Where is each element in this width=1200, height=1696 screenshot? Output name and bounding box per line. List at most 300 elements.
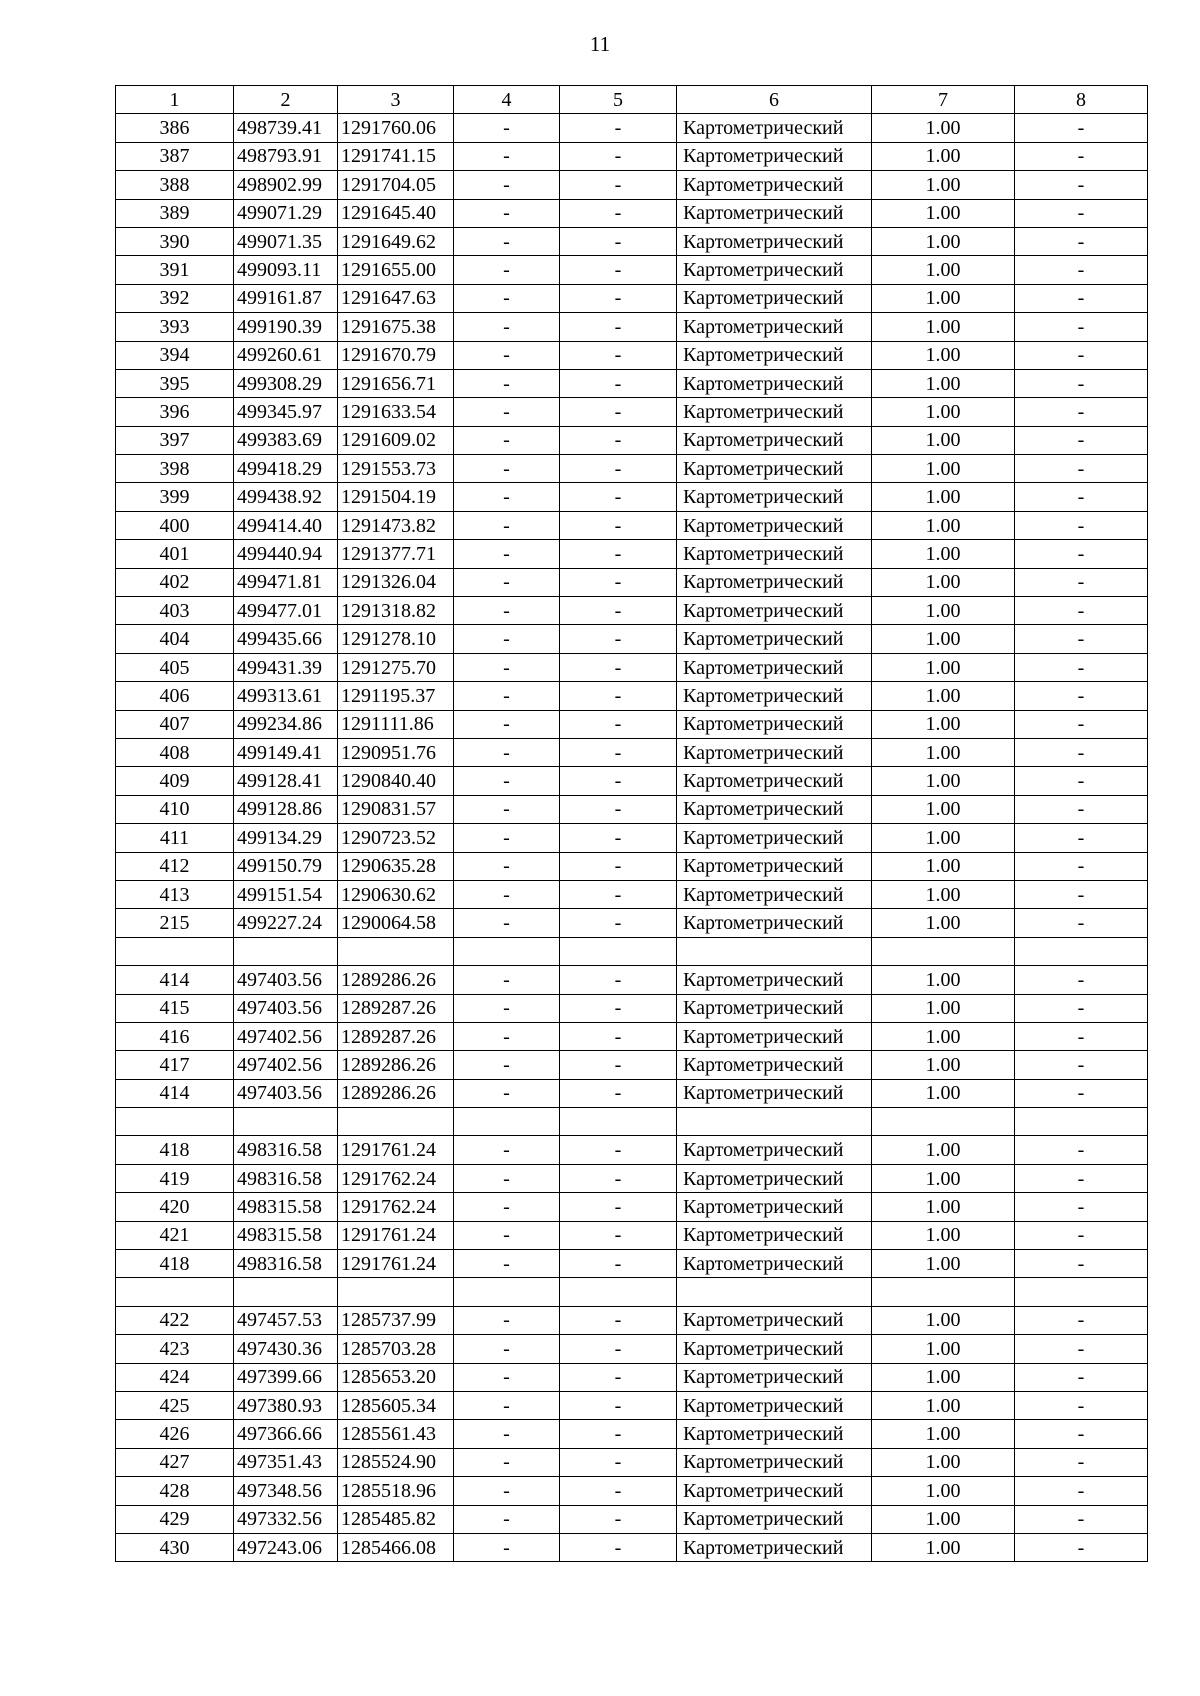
- y-coordinate-cell: 1290635.28: [338, 852, 454, 880]
- col-8-cell: -: [1015, 171, 1148, 199]
- col-4-cell: -: [454, 398, 560, 426]
- col-8-cell: -: [1015, 909, 1148, 937]
- col-4-cell: -: [454, 625, 560, 653]
- table-row: [116, 1335, 1148, 1363]
- y-coordinate-cell: 1285653.20: [338, 1363, 454, 1391]
- col-5-cell: -: [560, 455, 677, 483]
- col-5-cell: -: [560, 1477, 677, 1505]
- x-coordinate-cell: 499383.69: [234, 426, 338, 454]
- table-row: [116, 1306, 1148, 1334]
- header-cell-7: 7: [872, 86, 1015, 114]
- y-coordinate-cell: 1291762.24: [338, 1164, 454, 1192]
- method-cell: Картометрический: [677, 256, 872, 284]
- table-row: [116, 1022, 1148, 1050]
- y-coordinate-cell: 1291195.37: [338, 682, 454, 710]
- y-coordinate-cell: 1290064.58: [338, 909, 454, 937]
- col-8-cell: -: [1015, 1391, 1148, 1419]
- method-cell: Картометрический: [677, 738, 872, 766]
- col-5-cell: -: [560, 653, 677, 681]
- point-number-cell: 389: [116, 199, 234, 227]
- accuracy-cell: 1.00: [872, 1363, 1015, 1391]
- col-4-cell: -: [454, 1391, 560, 1419]
- point-number-cell: 215: [116, 909, 234, 937]
- accuracy-cell: 1.00: [872, 1391, 1015, 1419]
- y-coordinate-cell: 1291675.38: [338, 313, 454, 341]
- point-number-cell: [116, 1278, 234, 1306]
- method-cell: [677, 1278, 872, 1306]
- point-number-cell: 418: [116, 1136, 234, 1164]
- table-row: [116, 824, 1148, 852]
- accuracy-cell: 1.00: [872, 767, 1015, 795]
- x-coordinate-cell: 499440.94: [234, 540, 338, 568]
- method-cell: Картометрический: [677, 455, 872, 483]
- col-4-cell: -: [454, 369, 560, 397]
- col-8-cell: -: [1015, 1505, 1148, 1533]
- y-coordinate-cell: 1285518.96: [338, 1477, 454, 1505]
- y-coordinate-cell: 1285524.90: [338, 1448, 454, 1476]
- y-coordinate-cell: 1291761.24: [338, 1221, 454, 1249]
- y-coordinate-cell: 1289286.26: [338, 1051, 454, 1079]
- col-5-cell: -: [560, 880, 677, 908]
- x-coordinate-cell: 498316.58: [234, 1250, 338, 1278]
- accuracy-cell: 1.00: [872, 625, 1015, 653]
- x-coordinate-cell: 499414.40: [234, 511, 338, 539]
- y-coordinate-cell: 1291655.00: [338, 256, 454, 284]
- x-coordinate-cell: 499128.86: [234, 795, 338, 823]
- point-number-cell: 392: [116, 284, 234, 312]
- table-row: [116, 880, 1148, 908]
- accuracy-cell: 1.00: [872, 568, 1015, 596]
- col-5-cell: -: [560, 710, 677, 738]
- table-row: [116, 1477, 1148, 1505]
- method-cell: Картометрический: [677, 1363, 872, 1391]
- col-8-cell: -: [1015, 199, 1148, 227]
- col-5-cell: [560, 1108, 677, 1136]
- method-cell: Картометрический: [677, 1051, 872, 1079]
- method-cell: Картометрический: [677, 426, 872, 454]
- y-coordinate-cell: 1291649.62: [338, 227, 454, 255]
- y-coordinate-cell: 1285485.82: [338, 1505, 454, 1533]
- y-coordinate-cell: 1289286.26: [338, 966, 454, 994]
- point-number-cell: 408: [116, 738, 234, 766]
- table-row: [116, 1420, 1148, 1448]
- method-cell: Картометрический: [677, 142, 872, 170]
- col-4-cell: -: [454, 227, 560, 255]
- accuracy-cell: 1.00: [872, 1164, 1015, 1192]
- table-row: [116, 114, 1148, 142]
- col-8-cell: -: [1015, 1306, 1148, 1334]
- table-row: [116, 597, 1148, 625]
- y-coordinate-cell: 1290831.57: [338, 795, 454, 823]
- col-5-cell: -: [560, 1306, 677, 1334]
- x-coordinate-cell: [234, 937, 338, 965]
- col-8-cell: -: [1015, 682, 1148, 710]
- table-row: [116, 227, 1148, 255]
- method-cell: Картометрический: [677, 398, 872, 426]
- col-8-cell: -: [1015, 1250, 1148, 1278]
- method-cell: Картометрический: [677, 1250, 872, 1278]
- col-5-cell: -: [560, 199, 677, 227]
- col-5-cell: -: [560, 227, 677, 255]
- table-row: [116, 710, 1148, 738]
- col-5-cell: -: [560, 824, 677, 852]
- col-4-cell: -: [454, 994, 560, 1022]
- col-5-cell: -: [560, 1193, 677, 1221]
- col-5-cell: -: [560, 369, 677, 397]
- point-number-cell: 395: [116, 369, 234, 397]
- col-4-cell: -: [454, 1221, 560, 1249]
- accuracy-cell: 1.00: [872, 710, 1015, 738]
- x-coordinate-cell: 497243.06: [234, 1533, 338, 1561]
- method-cell: Картометрический: [677, 568, 872, 596]
- accuracy-cell: 1.00: [872, 540, 1015, 568]
- x-coordinate-cell: 497399.66: [234, 1363, 338, 1391]
- col-4-cell: -: [454, 1164, 560, 1192]
- col-4-cell: -: [454, 171, 560, 199]
- col-8-cell: -: [1015, 540, 1148, 568]
- header-cell-6: 6: [677, 86, 872, 114]
- method-cell: Картометрический: [677, 1533, 872, 1561]
- col-5-cell: -: [560, 852, 677, 880]
- method-cell: Картометрический: [677, 1221, 872, 1249]
- x-coordinate-cell: 498315.58: [234, 1221, 338, 1249]
- col-8-cell: -: [1015, 256, 1148, 284]
- accuracy-cell: 1.00: [872, 795, 1015, 823]
- accuracy-cell: [872, 1108, 1015, 1136]
- table-row: [116, 341, 1148, 369]
- x-coordinate-cell: 497332.56: [234, 1505, 338, 1533]
- table-row: [116, 483, 1148, 511]
- col-8-cell: -: [1015, 227, 1148, 255]
- accuracy-cell: 1.00: [872, 199, 1015, 227]
- method-cell: Картометрический: [677, 369, 872, 397]
- header-cell-8: 8: [1015, 86, 1148, 114]
- table-row: [116, 256, 1148, 284]
- point-number-cell: 424: [116, 1363, 234, 1391]
- x-coordinate-cell: 499313.61: [234, 682, 338, 710]
- method-cell: Картометрический: [677, 994, 872, 1022]
- x-coordinate-cell: 499234.86: [234, 710, 338, 738]
- accuracy-cell: 1.00: [872, 114, 1015, 142]
- x-coordinate-cell: 498316.58: [234, 1136, 338, 1164]
- col-4-cell: -: [454, 540, 560, 568]
- point-number-cell: 386: [116, 114, 234, 142]
- point-number-cell: 394: [116, 341, 234, 369]
- x-coordinate-cell: 499471.81: [234, 568, 338, 596]
- accuracy-cell: 1.00: [872, 738, 1015, 766]
- separator-row: [116, 1108, 1148, 1136]
- y-coordinate-cell: 1289286.26: [338, 1079, 454, 1107]
- method-cell: Картометрический: [677, 1477, 872, 1505]
- point-number-cell: 404: [116, 625, 234, 653]
- col-5-cell: -: [560, 767, 677, 795]
- x-coordinate-cell: 499190.39: [234, 313, 338, 341]
- point-number-cell: 397: [116, 426, 234, 454]
- accuracy-cell: 1.00: [872, 852, 1015, 880]
- col-5-cell: -: [560, 142, 677, 170]
- accuracy-cell: 1.00: [872, 653, 1015, 681]
- accuracy-cell: 1.00: [872, 426, 1015, 454]
- col-5-cell: -: [560, 483, 677, 511]
- col-4-cell: -: [454, 568, 560, 596]
- point-number-cell: 406: [116, 682, 234, 710]
- x-coordinate-cell: [234, 1108, 338, 1136]
- col-8-cell: -: [1015, 1477, 1148, 1505]
- x-coordinate-cell: 498316.58: [234, 1164, 338, 1192]
- accuracy-cell: 1.00: [872, 1533, 1015, 1561]
- x-coordinate-cell: 499134.29: [234, 824, 338, 852]
- method-cell: Картометрический: [677, 199, 872, 227]
- col-8-cell: -: [1015, 483, 1148, 511]
- y-coordinate-cell: 1291704.05: [338, 171, 454, 199]
- col-5-cell: -: [560, 1335, 677, 1363]
- accuracy-cell: [872, 1278, 1015, 1306]
- point-number-cell: 426: [116, 1420, 234, 1448]
- y-coordinate-cell: [338, 937, 454, 965]
- col-5-cell: -: [560, 398, 677, 426]
- col-8-cell: -: [1015, 568, 1148, 596]
- col-5-cell: -: [560, 1079, 677, 1107]
- accuracy-cell: 1.00: [872, 966, 1015, 994]
- y-coordinate-cell: [338, 1278, 454, 1306]
- y-coordinate-cell: 1291647.63: [338, 284, 454, 312]
- x-coordinate-cell: 499093.11: [234, 256, 338, 284]
- col-8-cell: -: [1015, 1193, 1148, 1221]
- method-cell: Картометрический: [677, 540, 872, 568]
- col-5-cell: -: [560, 625, 677, 653]
- table-row: [116, 909, 1148, 937]
- point-number-cell: 410: [116, 795, 234, 823]
- point-number-cell: 403: [116, 597, 234, 625]
- accuracy-cell: 1.00: [872, 1221, 1015, 1249]
- point-number-cell: 390: [116, 227, 234, 255]
- col-8-cell: -: [1015, 880, 1148, 908]
- separator-row: [116, 937, 1148, 965]
- method-cell: [677, 1108, 872, 1136]
- col-4-cell: -: [454, 597, 560, 625]
- col-4-cell: -: [454, 426, 560, 454]
- point-number-cell: 393: [116, 313, 234, 341]
- method-cell: Картометрический: [677, 1193, 872, 1221]
- table-row: [116, 1193, 1148, 1221]
- col-4-cell: -: [454, 1420, 560, 1448]
- col-5-cell: -: [560, 1420, 677, 1448]
- col-4-cell: -: [454, 767, 560, 795]
- x-coordinate-cell: 499071.29: [234, 199, 338, 227]
- x-coordinate-cell: 499071.35: [234, 227, 338, 255]
- col-5-cell: -: [560, 114, 677, 142]
- col-8-cell: -: [1015, 1533, 1148, 1561]
- x-coordinate-cell: 497403.56: [234, 994, 338, 1022]
- accuracy-cell: 1.00: [872, 1335, 1015, 1363]
- col-8-cell: -: [1015, 653, 1148, 681]
- table-row: [116, 426, 1148, 454]
- col-4-cell: -: [454, 1022, 560, 1050]
- col-5-cell: -: [560, 1363, 677, 1391]
- accuracy-cell: 1.00: [872, 909, 1015, 937]
- point-number-cell: 402: [116, 568, 234, 596]
- table-row: [116, 1250, 1148, 1278]
- col-4-cell: -: [454, 795, 560, 823]
- accuracy-cell: 1.00: [872, 1193, 1015, 1221]
- table-row: [116, 1533, 1148, 1561]
- point-number-cell: 417: [116, 1051, 234, 1079]
- col-8-cell: -: [1015, 1051, 1148, 1079]
- table-row: [116, 852, 1148, 880]
- col-5-cell: -: [560, 171, 677, 199]
- method-cell: Картометрический: [677, 1136, 872, 1164]
- point-number-cell: 414: [116, 1079, 234, 1107]
- table-row: [116, 1164, 1148, 1192]
- method-cell: Картометрический: [677, 1079, 872, 1107]
- col-8-cell: -: [1015, 767, 1148, 795]
- table-row: [116, 994, 1148, 1022]
- col-8-cell: -: [1015, 313, 1148, 341]
- accuracy-cell: 1.00: [872, 1420, 1015, 1448]
- col-4-cell: -: [454, 313, 560, 341]
- x-coordinate-cell: 498902.99: [234, 171, 338, 199]
- y-coordinate-cell: 1291504.19: [338, 483, 454, 511]
- y-coordinate-cell: 1291761.24: [338, 1250, 454, 1278]
- col-4-cell: -: [454, 256, 560, 284]
- accuracy-cell: 1.00: [872, 256, 1015, 284]
- accuracy-cell: 1.00: [872, 511, 1015, 539]
- accuracy-cell: 1.00: [872, 1022, 1015, 1050]
- y-coordinate-cell: 1285605.34: [338, 1391, 454, 1419]
- accuracy-cell: 1.00: [872, 1051, 1015, 1079]
- col-5-cell: -: [560, 568, 677, 596]
- x-coordinate-cell: 497348.56: [234, 1477, 338, 1505]
- point-number-cell: 422: [116, 1306, 234, 1334]
- x-coordinate-cell: 497380.93: [234, 1391, 338, 1419]
- point-number-cell: 401: [116, 540, 234, 568]
- table-row: [116, 1391, 1148, 1419]
- method-cell: Картометрический: [677, 1391, 872, 1419]
- col-4-cell: -: [454, 880, 560, 908]
- method-cell: Картометрический: [677, 625, 872, 653]
- col-4-cell: -: [454, 1448, 560, 1476]
- x-coordinate-cell: 497457.53: [234, 1306, 338, 1334]
- col-4-cell: -: [454, 199, 560, 227]
- col-8-cell: -: [1015, 114, 1148, 142]
- header-row: [116, 86, 1148, 114]
- table-row: [116, 398, 1148, 426]
- col-5-cell: -: [560, 540, 677, 568]
- col-8-cell: -: [1015, 966, 1148, 994]
- y-coordinate-cell: 1285703.28: [338, 1335, 454, 1363]
- col-5-cell: -: [560, 994, 677, 1022]
- accuracy-cell: 1.00: [872, 142, 1015, 170]
- x-coordinate-cell: 497402.56: [234, 1051, 338, 1079]
- col-4-cell: -: [454, 1335, 560, 1363]
- x-coordinate-cell: 497366.66: [234, 1420, 338, 1448]
- x-coordinate-cell: 497403.56: [234, 1079, 338, 1107]
- accuracy-cell: 1.00: [872, 1079, 1015, 1107]
- x-coordinate-cell: 498793.91: [234, 142, 338, 170]
- point-number-cell: 413: [116, 880, 234, 908]
- method-cell: Картометрический: [677, 483, 872, 511]
- x-coordinate-cell: 499418.29: [234, 455, 338, 483]
- point-number-cell: 430: [116, 1533, 234, 1561]
- col-8-cell: [1015, 937, 1148, 965]
- point-number-cell: 416: [116, 1022, 234, 1050]
- separator-row: [116, 1278, 1148, 1306]
- col-5-cell: -: [560, 284, 677, 312]
- col-4-cell: -: [454, 1533, 560, 1561]
- col-8-cell: -: [1015, 142, 1148, 170]
- col-5-cell: -: [560, 795, 677, 823]
- method-cell: Картометрический: [677, 171, 872, 199]
- col-8-cell: -: [1015, 852, 1148, 880]
- col-4-cell: -: [454, 1477, 560, 1505]
- table-row: [116, 1448, 1148, 1476]
- table-row: [116, 171, 1148, 199]
- table-row: [116, 142, 1148, 170]
- point-number-cell: 421: [116, 1221, 234, 1249]
- col-5-cell: -: [560, 682, 677, 710]
- x-coordinate-cell: 499149.41: [234, 738, 338, 766]
- accuracy-cell: 1.00: [872, 682, 1015, 710]
- method-cell: [677, 937, 872, 965]
- method-cell: Картометрический: [677, 1022, 872, 1050]
- col-8-cell: -: [1015, 398, 1148, 426]
- col-4-cell: -: [454, 738, 560, 766]
- y-coordinate-cell: 1290840.40: [338, 767, 454, 795]
- col-8-cell: -: [1015, 284, 1148, 312]
- x-coordinate-cell: 499435.66: [234, 625, 338, 653]
- col-5-cell: -: [560, 909, 677, 937]
- col-4-cell: -: [454, 114, 560, 142]
- y-coordinate-cell: 1290723.52: [338, 824, 454, 852]
- col-4-cell: -: [454, 455, 560, 483]
- col-8-cell: [1015, 1278, 1148, 1306]
- col-8-cell: -: [1015, 1420, 1148, 1448]
- col-4-cell: -: [454, 1193, 560, 1221]
- accuracy-cell: 1.00: [872, 227, 1015, 255]
- y-coordinate-cell: 1285466.08: [338, 1533, 454, 1561]
- y-coordinate-cell: 1291656.71: [338, 369, 454, 397]
- y-coordinate-cell: 1291111.86: [338, 710, 454, 738]
- y-coordinate-cell: 1291633.54: [338, 398, 454, 426]
- col-4-cell: [454, 1278, 560, 1306]
- accuracy-cell: 1.00: [872, 1136, 1015, 1164]
- y-coordinate-cell: 1285737.99: [338, 1306, 454, 1334]
- accuracy-cell: 1.00: [872, 455, 1015, 483]
- col-8-cell: -: [1015, 341, 1148, 369]
- method-cell: Картометрический: [677, 710, 872, 738]
- col-5-cell: -: [560, 511, 677, 539]
- table-row: [116, 1363, 1148, 1391]
- col-8-cell: -: [1015, 1448, 1148, 1476]
- col-8-cell: [1015, 1108, 1148, 1136]
- y-coordinate-cell: 1291275.70: [338, 653, 454, 681]
- accuracy-cell: 1.00: [872, 1250, 1015, 1278]
- x-coordinate-cell: 499150.79: [234, 852, 338, 880]
- y-coordinate-cell: 1291761.24: [338, 1136, 454, 1164]
- point-number-cell: 405: [116, 653, 234, 681]
- accuracy-cell: 1.00: [872, 824, 1015, 852]
- coordinates-table: [115, 85, 1148, 1562]
- x-coordinate-cell: 499477.01: [234, 597, 338, 625]
- col-4-cell: [454, 937, 560, 965]
- method-cell: Картометрический: [677, 653, 872, 681]
- point-number-cell: 388: [116, 171, 234, 199]
- x-coordinate-cell: 499308.29: [234, 369, 338, 397]
- method-cell: Картометрический: [677, 1420, 872, 1448]
- y-coordinate-cell: 1289287.26: [338, 1022, 454, 1050]
- col-5-cell: -: [560, 1533, 677, 1561]
- header-cell-2: 2: [234, 86, 338, 114]
